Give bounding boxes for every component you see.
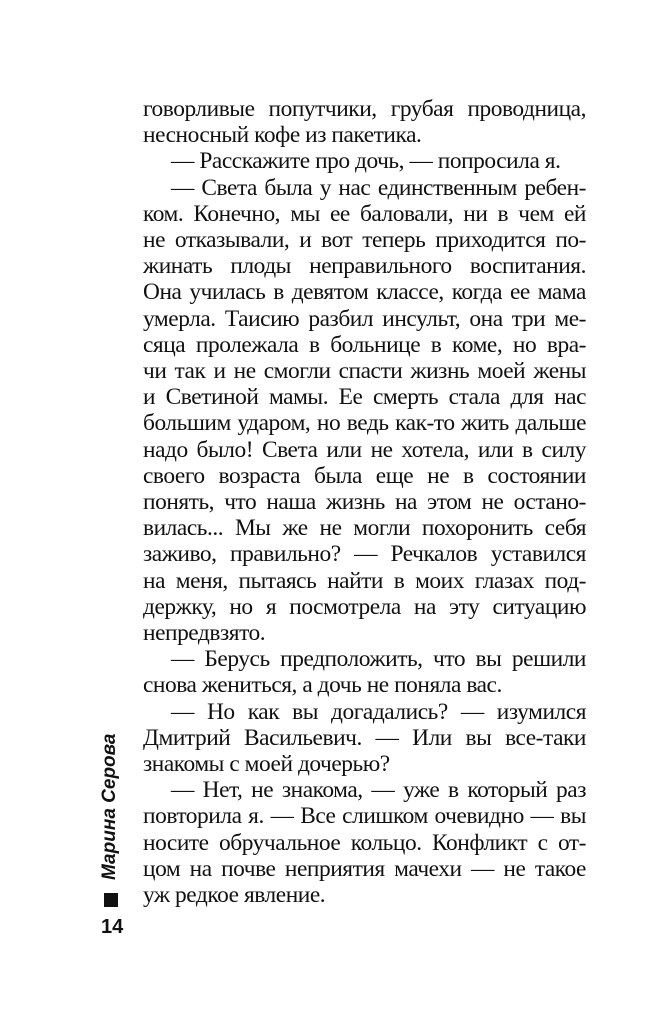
text-line: заживо, правильно? — Речкалов уставился bbox=[143, 541, 586, 568]
text-line: — Света была у нас единственным ребен- bbox=[171, 174, 586, 201]
text-line: держку, но я посмотрела на эту ситуацию bbox=[143, 593, 586, 620]
text-line: на меня, пытаясь найти в моих глазах под- bbox=[143, 567, 586, 594]
text-line: несносный кофе из пакетика. bbox=[143, 122, 422, 149]
author-name: Марина Серова bbox=[99, 733, 120, 880]
text-line: не отказывали, и вот теперь приходится по- bbox=[143, 227, 586, 254]
text-line: и Светиной мамы. Ее смерть стала для нас bbox=[143, 384, 586, 411]
text-line: Она училась в девятом классе, когда ее мама bbox=[143, 279, 586, 306]
square-marker-icon bbox=[104, 893, 118, 907]
text-line: вилась... Мы же не могли похоронить себя bbox=[143, 515, 586, 542]
body-text bbox=[143, 96, 586, 908]
text-line: понять, что наша жизнь на этом не остано- bbox=[143, 489, 586, 516]
text-line: — Расскажите про дочь, — попросила я. bbox=[171, 148, 561, 175]
text-line: — Но как вы догадались? — изумился bbox=[171, 698, 586, 725]
text-line: чи так и не смогли спасти жизнь моей жены bbox=[143, 358, 586, 385]
text-line: повторила я. — Все слишком очевидно — вы bbox=[143, 803, 586, 830]
text-line: — Нет, не знакома, — уже в который раз bbox=[171, 777, 586, 804]
text-line: Дмитрий Васильевич. — Или вы все-таки bbox=[143, 724, 586, 751]
text-line: непредвзято. bbox=[143, 620, 266, 647]
running-header bbox=[96, 733, 124, 880]
text-line: — Берусь предположить, что вы решили bbox=[171, 646, 586, 673]
text-line: сяца пролежала в больнице в коме, но вра- bbox=[143, 331, 586, 358]
text-line: говорливые попутчики, грубая проводница, bbox=[143, 96, 586, 122]
text-line: большим ударом, но ведь как-то жить дальше bbox=[143, 410, 586, 437]
text-line: жинать плоды неправильного воспитания. bbox=[143, 253, 586, 280]
text-line: ком. Конечно, мы ее баловали, ни в чем ей bbox=[143, 200, 586, 227]
text-line: своего возраста была еще не в состоянии bbox=[143, 462, 586, 489]
text-line: знакомы с моей дочерью? bbox=[143, 751, 390, 778]
text-line: надо было! Света или не хотела, или в силу bbox=[143, 436, 586, 463]
text-line: носите обручальное кольцо. Конфликт с от- bbox=[143, 829, 586, 856]
page-number: 14 bbox=[101, 916, 124, 938]
text-line: умерла. Таисию разбил инсульт, она три ме- bbox=[143, 305, 586, 332]
text-line: цом на почве неприятия мачехи — не такое bbox=[143, 855, 586, 882]
text-line: уж редкое явление. bbox=[143, 882, 326, 909]
text-line: снова жениться, а дочь не поняла вас. bbox=[143, 672, 502, 699]
